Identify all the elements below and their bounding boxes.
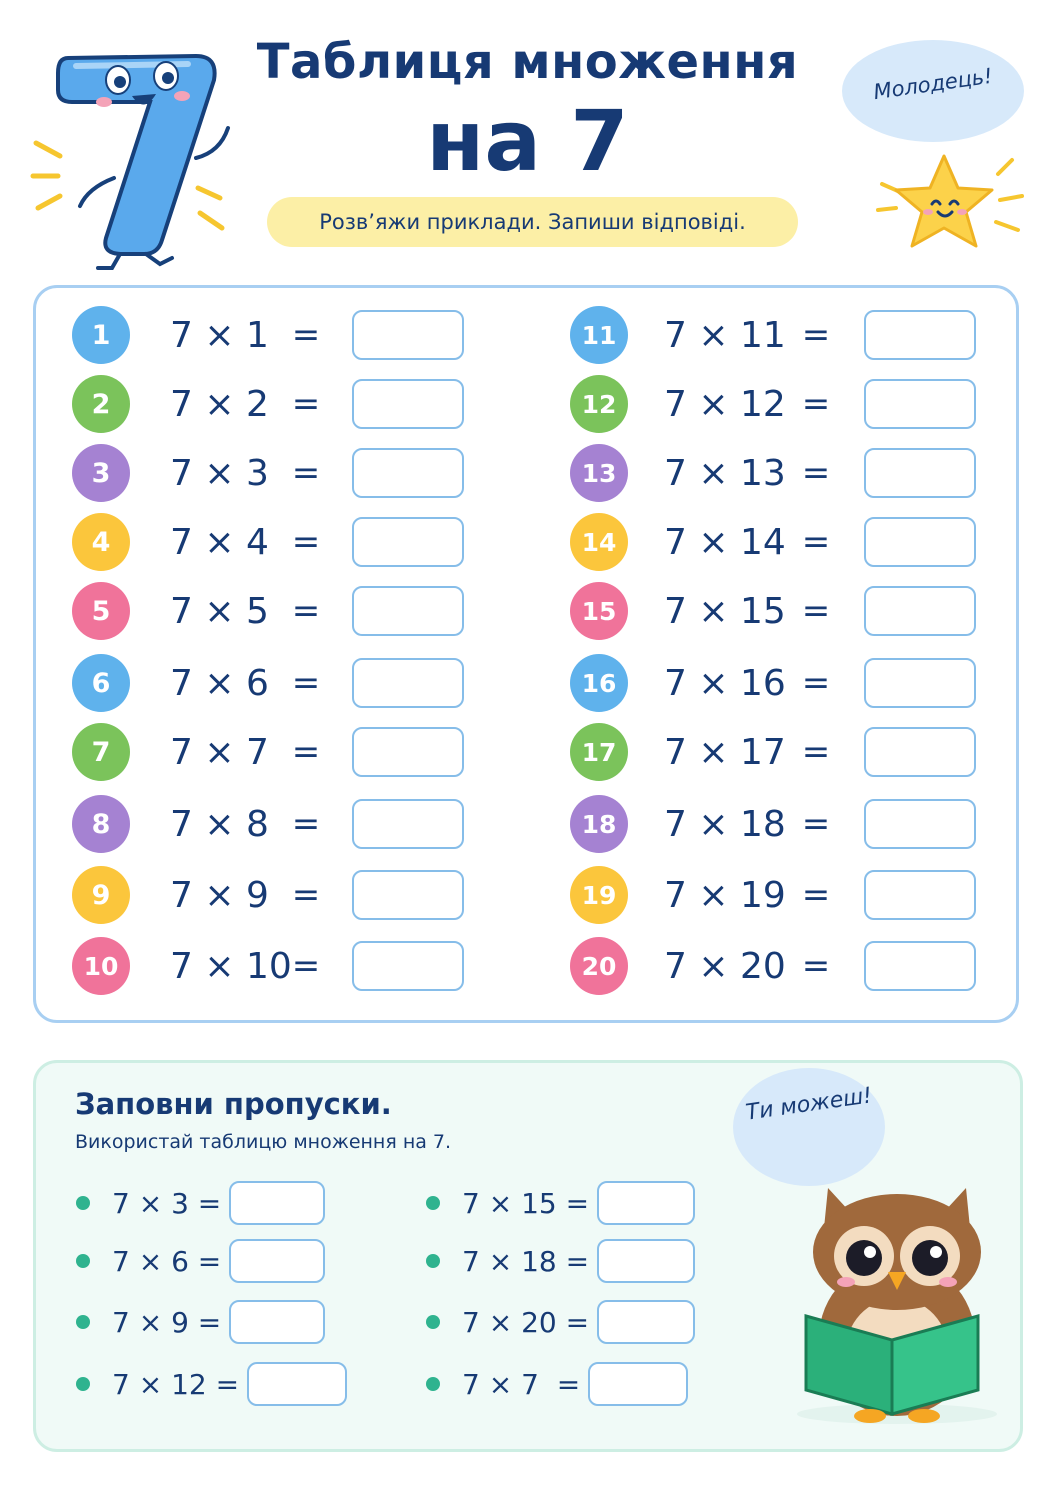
fill-in-expression: 7 × 6 = xyxy=(112,1244,222,1278)
answer-box[interactable] xyxy=(864,586,976,636)
equals-sign: = xyxy=(291,663,321,703)
fill-in-answer-box[interactable] xyxy=(597,1239,695,1283)
fill-in-expression: 7 × 9 = xyxy=(112,1305,222,1339)
fill-in-item xyxy=(426,1180,695,1226)
bullet-dot xyxy=(426,1315,440,1329)
fill-in-answer-box[interactable] xyxy=(597,1300,695,1344)
problem-row xyxy=(72,654,464,712)
fill-in-expression: 7 × 12 = xyxy=(112,1367,240,1401)
problem-row xyxy=(72,375,464,433)
problem-row xyxy=(570,937,976,995)
problem-expression: 7 × 12 xyxy=(664,383,786,425)
bullet-dot xyxy=(76,1377,90,1391)
answer-box[interactable] xyxy=(864,448,976,498)
bullet-dot xyxy=(426,1254,440,1268)
equals-sign: = xyxy=(291,522,321,562)
problem-number-badge: 6 xyxy=(72,654,130,712)
problem-expression: 7 × 9 xyxy=(170,874,269,916)
fill-in-answer-box[interactable] xyxy=(588,1362,688,1406)
bullet-dot xyxy=(76,1196,90,1210)
equals-sign: = xyxy=(291,453,321,493)
problem-row xyxy=(570,582,976,640)
equals-sign: = xyxy=(291,591,321,631)
problem-expression: 7 × 2 xyxy=(170,383,269,425)
problem-number-badge: 11 xyxy=(570,306,628,364)
bullet-dot xyxy=(426,1377,440,1391)
problem-number-badge: 7 xyxy=(72,723,130,781)
equals-sign: = xyxy=(291,875,321,915)
fill-in-answer-box[interactable] xyxy=(247,1362,347,1406)
fill-in-answer-box[interactable] xyxy=(229,1300,325,1344)
problem-number-badge: 14 xyxy=(570,513,628,571)
fill-in-item xyxy=(426,1299,695,1345)
problem-expression: 7 × 18 xyxy=(664,803,786,845)
problem-row xyxy=(72,723,464,781)
problem-row xyxy=(72,866,464,924)
problem-row xyxy=(570,723,976,781)
problem-expression: 7 × 19 xyxy=(664,874,786,916)
problem-number-badge: 8 xyxy=(72,795,130,853)
problem-number-badge: 13 xyxy=(570,444,628,502)
problem-row xyxy=(570,375,976,433)
problem-expression: 7 × 3 xyxy=(170,452,269,494)
answer-box[interactable] xyxy=(352,941,464,991)
answer-box[interactable] xyxy=(864,727,976,777)
answer-box[interactable] xyxy=(864,310,976,360)
problem-row xyxy=(72,937,464,995)
equals-sign: = xyxy=(291,804,321,844)
problem-number-badge: 9 xyxy=(72,866,130,924)
problem-expression: 7 × 6 xyxy=(170,662,269,704)
problem-number-badge: 2 xyxy=(72,375,130,433)
answer-box[interactable] xyxy=(352,799,464,849)
answer-box[interactable] xyxy=(352,870,464,920)
speech-bubble-text: Молодець! xyxy=(872,63,994,105)
answer-box[interactable] xyxy=(864,517,976,567)
problem-row xyxy=(72,444,464,502)
equals-sign: = xyxy=(291,732,321,772)
fill-in-answer-box[interactable] xyxy=(597,1181,695,1225)
instruction-banner: Розв’яжи приклади. Запиши відповіді. xyxy=(267,197,798,247)
page-subtitle: на 7 xyxy=(426,92,629,190)
answer-box[interactable] xyxy=(864,658,976,708)
problem-expression: 7 × 11 xyxy=(664,314,786,356)
fill-in-item xyxy=(76,1180,325,1226)
equals-sign: = xyxy=(801,875,831,915)
problem-expression: 7 × 17 xyxy=(664,731,786,773)
problem-expression: 7 × 20 xyxy=(664,945,786,987)
answer-box[interactable] xyxy=(864,870,976,920)
fill-in-expression: 7 × 20 = xyxy=(462,1305,590,1339)
answer-box[interactable] xyxy=(352,658,464,708)
answer-box[interactable] xyxy=(352,586,464,636)
equals-sign: = xyxy=(801,384,831,424)
answer-box[interactable] xyxy=(352,310,464,360)
answer-box[interactable] xyxy=(864,941,976,991)
problem-expression: 7 × 4 xyxy=(170,521,269,563)
equals-sign: = xyxy=(291,315,321,355)
answer-box[interactable] xyxy=(352,379,464,429)
problem-row xyxy=(570,795,976,853)
answer-box[interactable] xyxy=(352,727,464,777)
problem-expression: 7 × 1 xyxy=(170,314,269,356)
equals-sign: = xyxy=(801,522,831,562)
problem-number-badge: 18 xyxy=(570,795,628,853)
fill-in-answer-box[interactable] xyxy=(229,1181,325,1225)
fill-in-expression: 7 × 7 = xyxy=(462,1367,581,1401)
answer-box[interactable] xyxy=(352,448,464,498)
fill-in-expression: 7 × 15 = xyxy=(462,1186,590,1220)
bullet-dot xyxy=(76,1254,90,1268)
problem-expression: 7 × 13 xyxy=(664,452,786,494)
problem-expression: 7 × 10 xyxy=(170,945,292,987)
problem-number-badge: 12 xyxy=(570,375,628,433)
equals-sign: = xyxy=(291,384,321,424)
problem-row xyxy=(570,654,976,712)
fill-in-item xyxy=(426,1238,695,1284)
problem-number-badge: 20 xyxy=(570,937,628,995)
fill-in-title: Заповни пропуски. xyxy=(75,1087,392,1121)
bullet-dot xyxy=(426,1196,440,1210)
equals-sign: = xyxy=(801,946,831,986)
owl-speech-bubble-text: Ти можеш! xyxy=(744,1083,874,1126)
fill-in-item xyxy=(76,1361,347,1407)
problem-number-badge: 10 xyxy=(72,937,130,995)
problem-row xyxy=(570,306,976,364)
equals-sign: = xyxy=(801,804,831,844)
problem-number-badge: 19 xyxy=(570,866,628,924)
problem-expression: 7 × 5 xyxy=(170,590,269,632)
fill-in-expression: 7 × 18 = xyxy=(462,1244,590,1278)
problem-number-badge: 16 xyxy=(570,654,628,712)
star-mascot-illustration xyxy=(872,148,1032,258)
problem-row xyxy=(72,513,464,571)
fill-in-subtitle: Використай таблицю множення на 7. xyxy=(75,1131,452,1153)
problem-expression: 7 × 7 xyxy=(170,731,269,773)
equals-sign: = xyxy=(801,453,831,493)
problem-number-badge: 15 xyxy=(570,582,628,640)
problem-number-badge: 3 xyxy=(72,444,130,502)
equals-sign: = xyxy=(291,946,321,986)
problem-expression: 7 × 8 xyxy=(170,803,269,845)
equals-sign: = xyxy=(801,663,831,703)
bullet-dot xyxy=(76,1315,90,1329)
problem-row xyxy=(570,866,976,924)
fill-in-item xyxy=(76,1238,325,1284)
answer-box[interactable] xyxy=(864,379,976,429)
problem-expression: 7 × 14 xyxy=(664,521,786,563)
answer-box[interactable] xyxy=(864,799,976,849)
problem-row xyxy=(570,444,976,502)
answer-box[interactable] xyxy=(352,517,464,567)
problem-number-badge: 4 xyxy=(72,513,130,571)
problem-expression: 7 × 16 xyxy=(664,662,786,704)
problem-number-badge: 17 xyxy=(570,723,628,781)
equals-sign: = xyxy=(801,315,831,355)
problem-row xyxy=(72,582,464,640)
problem-row xyxy=(570,513,976,571)
fill-in-expression: 7 × 3 = xyxy=(112,1186,222,1220)
problem-row xyxy=(72,795,464,853)
equals-sign: = xyxy=(801,591,831,631)
fill-in-item xyxy=(76,1299,325,1345)
problem-expression: 7 × 15 xyxy=(664,590,786,632)
owl-reading-illustration xyxy=(792,1168,1002,1426)
fill-in-answer-box[interactable] xyxy=(229,1239,325,1283)
problem-number-badge: 1 xyxy=(72,306,130,364)
page-title: Таблиця множення xyxy=(256,34,799,90)
problem-row xyxy=(72,306,464,364)
fill-in-item xyxy=(426,1361,688,1407)
equals-sign: = xyxy=(801,732,831,772)
problem-number-badge: 5 xyxy=(72,582,130,640)
